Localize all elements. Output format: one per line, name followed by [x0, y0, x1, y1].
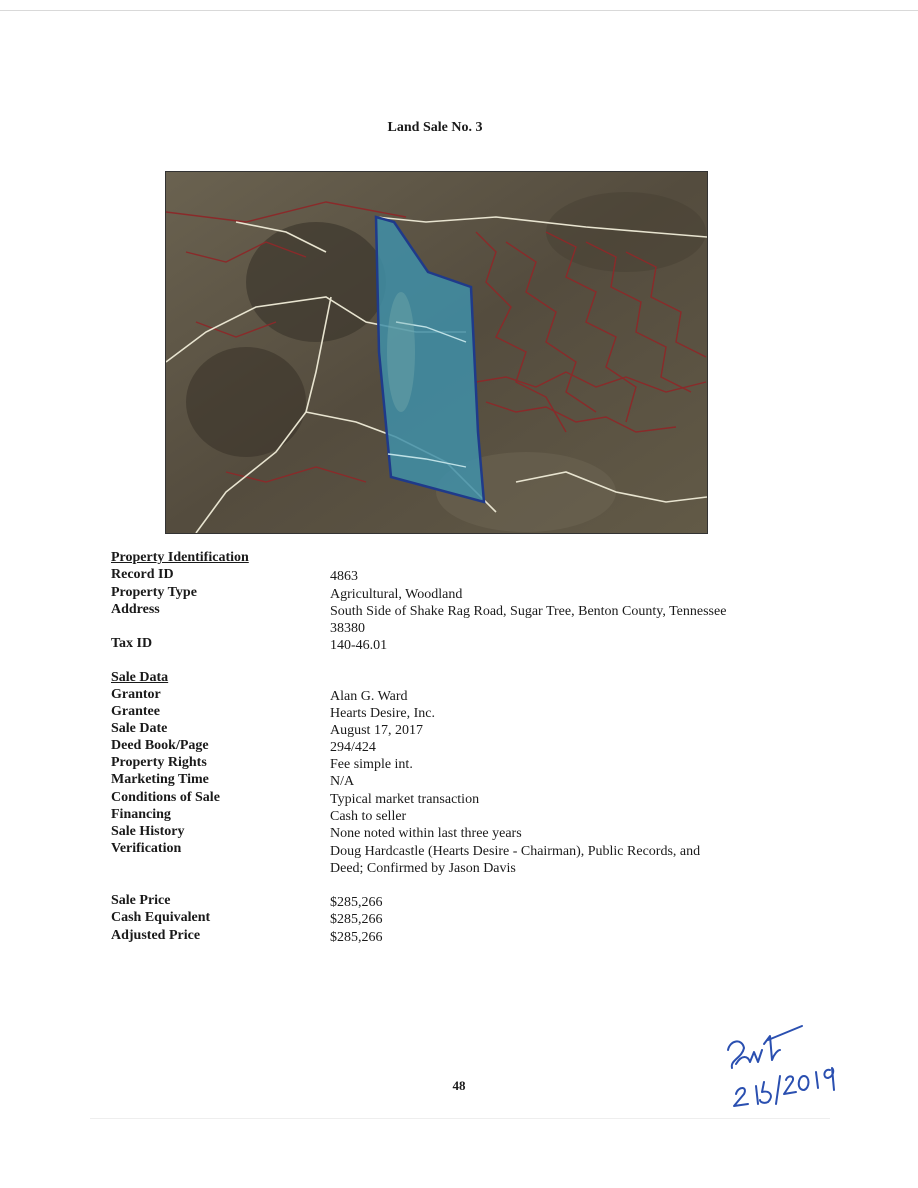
- tax-id-label: Tax ID: [111, 636, 153, 651]
- record-id-value: 4863: [330, 569, 358, 584]
- sale-history-label: Sale History: [111, 824, 185, 839]
- deed-book-page-label: Deed Book/Page: [111, 738, 209, 753]
- financing-label: Financing: [111, 807, 171, 822]
- financing-value: Cash to seller: [330, 809, 407, 824]
- conditions-of-sale-value: Typical market transaction: [330, 792, 480, 807]
- deed-book-page-value: 294/424: [330, 740, 376, 755]
- address-label: Address: [111, 602, 160, 617]
- sale-price-label: Sale Price: [111, 893, 171, 908]
- grantor-value: Alan G. Ward: [330, 689, 408, 704]
- property-rights-label: Property Rights: [111, 755, 207, 770]
- sale-price-value: $285,266: [330, 895, 383, 910]
- verification-label: Verification: [111, 841, 182, 856]
- address-value: South Side of Shake Rag Road, Sugar Tree, Benton County, Tennessee: [330, 604, 727, 619]
- grantor-label: Grantor: [111, 687, 161, 702]
- cash-equivalent-value: $285,266: [330, 912, 383, 927]
- sale-date-value: August 17, 2017: [330, 723, 423, 738]
- marketing-time-value: N/A: [330, 774, 355, 789]
- sale-date-label: Sale Date: [111, 721, 168, 736]
- property-type-value: Agricultural, Woodland: [330, 587, 463, 602]
- scan-edge-top: [0, 10, 918, 11]
- sale-history-value: None noted within last three years: [330, 826, 522, 841]
- cash-equivalent-label: Cash Equivalent: [111, 910, 211, 925]
- page-title: Land Sale No. 3: [387, 120, 483, 135]
- sale-data-header: Sale Data: [111, 670, 169, 685]
- property-identification-header: Property Identification: [111, 550, 249, 565]
- record-id-label: Record ID: [111, 567, 174, 582]
- property-type-label: Property Type: [111, 585, 197, 600]
- handwritten-signature: [720, 1020, 850, 1120]
- verification-value-cont: Deed; Confirmed by Jason Davis: [330, 861, 516, 876]
- aerial-parcel-map: [165, 171, 708, 534]
- address-zip-value: 38380: [330, 621, 365, 636]
- property-rights-value: Fee simple int.: [330, 757, 413, 772]
- page-number: 48: [452, 1078, 466, 1093]
- grantee-value: Hearts Desire, Inc.: [330, 706, 435, 721]
- grantee-label: Grantee: [111, 704, 160, 719]
- verification-value: Doug Hardcastle (Hearts Desire - Chairman), Public Records, and: [330, 844, 701, 859]
- adjusted-price-label: Adjusted Price: [111, 928, 201, 943]
- marketing-time-label: Marketing Time: [111, 772, 209, 787]
- conditions-of-sale-label: Conditions of Sale: [111, 790, 220, 805]
- adjusted-price-value: $285,266: [330, 930, 383, 945]
- scan-edge-bottom: [90, 1118, 830, 1119]
- tax-id-value: 140-46.01: [330, 638, 388, 653]
